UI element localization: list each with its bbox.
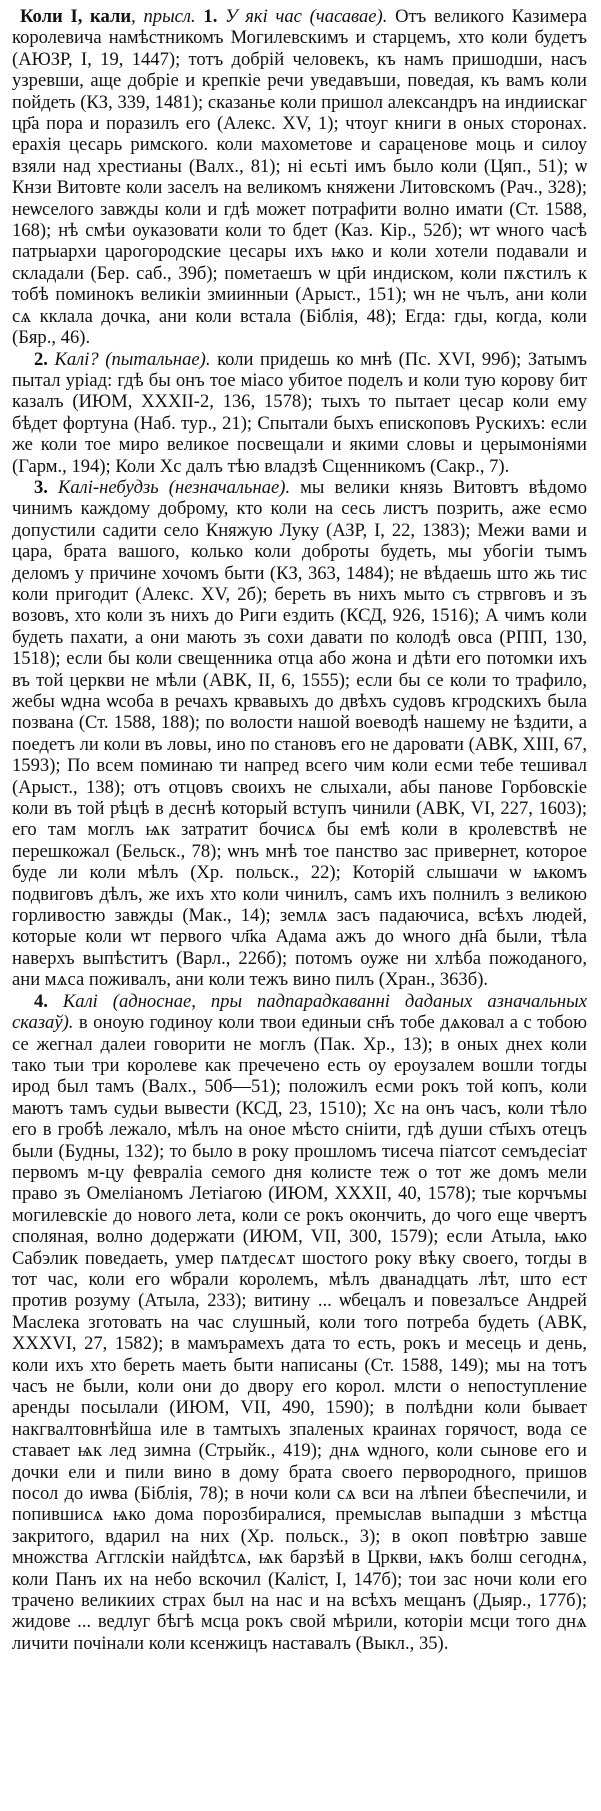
- sense-number: 4.: [34, 990, 48, 1012]
- sense-gloss: Калі-небудзь (незначальнае).: [58, 476, 291, 498]
- entry-sense-3: [12, 477, 587, 991]
- sense-citations: коли придешь ко мнѣ (Пс. XVI, 99б); Затымъ пытал уріад: гдѣ бы онъ тое міасо убитое поделъ и коли тую корову бит казалъ (ИЮМ, XXXII-2, 136, 1578); тыхъ то пытает цесар коли ему бѣдет фортуна (Наб. тур., 21); Спытали быхъ епископовъ Рускихъ: если же коли тое миро великое посвещали и якими словы и церымоніями (Гарм., 194); Коли Хс далъ тѣю владзѣ Сщенникомъ (Сакр., 7).: [12, 348, 587, 477]
- entry-sense-1: Коли I, кали, прысл. 1. У які час (часавае). Отъ великого Казимера королевича намѣстникомъ Могилевскимъ и старцемъ, хто коли будетъ (АЮЗР, I, 19, 1447); тотъ добрій человекъ, къ намъ пришодши, насъ узревши, аще добріе и крепкіе речи уведавъши, поведая, къ вамъ коли пойдеть (КЗ, 339, 1481); сказанье коли пришол александръ на индиискаг цр҃а пора и поразилъ его (Алекс. XV, 1); чтоуг книги в оных сторонах. ерахія цесарь римского. коли махометове и сараценове моць и силоу взяли над хрестианы (Валх., 81); ні есьті имъ было коли (Цяп., 51); ѡ Кнзи Витовте коли заселъ на великомъ княжени Литовскомъ (Рач., 328); неѡселого завжды коли и гдѣ может потрафити волно имати (Ст. 1588, 168); нѣ смѣи оуказовати коли то бдет (Каз. Кір., 52б); ѡт ѡного часѣ патрыархи царогородские цесары ихъ ѩко и коли хотели подавали и складали (Бер. саб., 39б); пометаешъ ѡ цр҃и индиском, коли пѫстилъ к тобѣ поминокъ великіи змиинныи (Арыст., 151); ѡн не чълъ, ани коли сѧ кклала дочка, ани коли встала (Біблія, 48); Егда: гды, когда, коли (Бяр., 46).: [12, 6, 587, 349]
- headword: Коли I, кали: [20, 6, 132, 27]
- sense-number: 2.: [34, 348, 48, 370]
- sense-gloss: Калі? (пытальнае).: [54, 348, 211, 370]
- sense-gloss: Калі (адноснае, пры падпарадкаванні даданых азначальных сказаў).: [12, 990, 587, 1034]
- part-of-speech: прысл.: [143, 6, 196, 27]
- sense-gloss: У які час (часавае).: [225, 6, 388, 27]
- entry-sense-4: [12, 991, 587, 1655]
- entry-sense-2: [12, 349, 587, 477]
- sense-number: 1.: [203, 6, 218, 27]
- sense-number: 3.: [34, 476, 48, 498]
- sense-citations: мы велики князь Витовтъ вѣдомо чинимъ каждому доброму, кто коли на сесь листъ позрить, аже есмо допустили садити село Княжую Луку (АЗР, I, 22, 1383); Межи вами и цара, брата вашого, колько коли доброты будеть, мы убогіи тымъ деломъ у причине хочомъ быти (КЗ, 363, 1484); не вѣдаешь што жь тис коли пригодит (Алекс. XV, 2б); береть въ нихъ мыто съ стрвговъ и зъ возовъ, хто коли зъ нихъ до Риги ездить (КСД, 926, 1516); А чимъ коли будеть пахати, а они мають зъ сохи давати по колодѣ овса (РПП, 130, 1518); если бы коли свещенника отца або жона и дѣти его потомки ихъ въ той церкви не мѣли (АВК, II, 6, 1555); если бы се коли то трафило, жебы ѡдна ѡсоба в речахъ крвавыхъ до двѣхъ судовъ кгродскихъ была позвана (Ст. 1588, 188); по волости нашой воеводѣ нашему не ѣздити, а поедетъ ли коли въ ловы, ино по становъ его не даровати (АВК, XIII, 67, 1593); По всем поминаю ти напред всего чим коли есми тебе тешивал (Арыст., 138); отъ отцовъ своихъ не слыхали, абы панове Горбовскіе коли въ той рѣцѣ в деснѣ который вступъ чинили (АВК, VI, 227, 1603); его там моглъ ѩк затратит бочисѧ бы емѣ коли в кролевствѣ не перешкожал (Бельск., 78); ѡнъ мнѣ тое панство зас привернет, которое буде ли коли мѣлъ (Хр. польск., 22); Которій слышачи ѡ ѩкомъ подвиговъ дѣлъ, же ихъ хто коли чинилъ, самъ ихъ полнилъ з великою горливостю завжды (Мак., 14); землѧ засъ падаючиса, всѣхъ людей, которые коли ѡт первого чл҃ка Адама ажъ до ѡного дн҃а были, тѣла наверхъ выпѣститъ (Варл., 226б); потомъ оуже ни хлѣба пожоданого, ани мѧса поживалъ, ани коли тежъ вино пилъ (Хран., 363б).: [12, 476, 587, 991]
- sense-citations: в оноую годиноу коли твои единыи сн҃ъ тобе дѧковал а с тобою се жегнал далеи говорити не моглъ (Пак. Хр., 13); в оных днех коли тако тыи три королеве как пречечено есть оу ероузалем вошли тогды ирод был тамъ (Валх., 50б—51); положилъ есми рокъ той копъ, коли маютъ тамъ судьи вывести (КСД, 23, 1510); Хс на онъ часъ, коли тѣло его в гробѣ лежало, мѣлъ на оное мѣсто снiити, гдѣ души ст҃ыхъ отецъ были (Будны, 132); то было в року прошломъ тисеча піатсот семъдесіат первомъ м-цу февраліа семого дня колисте теж о тот же домъ мели право зъ Омеліаномъ Летіагою (ИЮМ, XXXII, 40, 1578); тые корчъмы могилевскіе до нового лета, коли се рокъ окончить, до чого еще чвертъ споляная, волно додержати (ИЮМ, VII, 300, 1579); если Атыла, ѩко Сабэлик поведаеть, умер пѧтдесѧт шостого року вѣку своего, тогды в тот час, коли его ѡбрали королемъ, мѣлъ дванадцать лѣт, што ест против розуму (Атыла, 233); витину ... ѡбецалъ и повезалъсе Андрей Маслека зготовать на час слушный, коли того потреба будеть (АВК, XXXVI, 27, 1582); в мамърамехъ дата то есть, рокъ и месець и день, коли ихъ хто береть маеть быти написаны (Ст. 1588, 149); мы на тотъ часъ не были, коли они до двору его корол. млсти о непоступление аренды посылали (ИЮМ, VII, 490, 1590); в полѣдни коли бывает накгвалтовнѣйша иле в тамтыхъ зпаленых краинах горячост, вода се ставает ѩк лед зимна (Стрыйк., 419); днѧ ѡдного, коли сынове его и дочки ели и пили вино в дому брата своего первородного, пришов посол до иѡва (Біблія, 78); в ночи коли сѧ вси на лѣпеи бѣеспечили, и попившисѧ ѩко дома порозбиралися, премыслав выпадши з мѣстца закритого, вдарил на них (Хр. польск., 3); в окоп повѣтрю завше множства Агглскіи найдѣтсѧ, ѩк барзѣй в Цркви, ѩкъ болш сегоднѧ, коли Панъ их на небо вскочил (Каліст, I, 147б); тои зас ночи коли его трачено великиих страх был на нас и на всѣхъ мещанъ (Дыяр., 177б); жидове ... ведлуг бѣгѣ мсца рокъ свой мѣрили, которіи мсци того днѧ личити почінали коли ксенжицъ наставалъ (Выкл., 35).: [12, 1012, 587, 1654]
- sense-citations: Отъ великого Казимера королевича намѣстникомъ Могилевскимъ и старцемъ, хто коли будетъ (АЮЗР, I, 19, 1447); тотъ добрій человекъ, къ намъ пришодши, насъ узревши, аще добріе и крепкіе речи уведавъши, поведая, къ вамъ коли пойдеть (КЗ, 339, 1481); сказанье коли пришол александръ на индиискаг цр҃а пора и поразилъ его (Алекс. XV, 1); чтоуг книги в оных сторонах. ерахія цесарь римского. коли махометове и сараценове моць и силоу взяли над хрестианы (Валх., 81); ні есьті имъ было коли (Цяп., 51); ѡ Кнзи Витовте коли заселъ на великомъ княжени Литовскомъ (Рач., 328); неѡселого завжды коли и гдѣ может потрафити волно имати (Ст. 1588, 168); нѣ смѣи оуказовати коли то бдет (Каз. Кір., 52б); ѡт ѡного часѣ патрыархи царогородские цесары ихъ ѩко и коли хотели подавали и складали (Бер. саб., 39б); пометаешъ ѡ цр҃и индиском, коли пѫстилъ к тобѣ поминокъ великіи змиинныи (Арыст., 151); ѡн не чълъ, ани коли сѧ кклала дочка, ани коли встала (Біблія, 48); Егда: гды, когда, коли (Бяр., 46).: [12, 6, 587, 349]
